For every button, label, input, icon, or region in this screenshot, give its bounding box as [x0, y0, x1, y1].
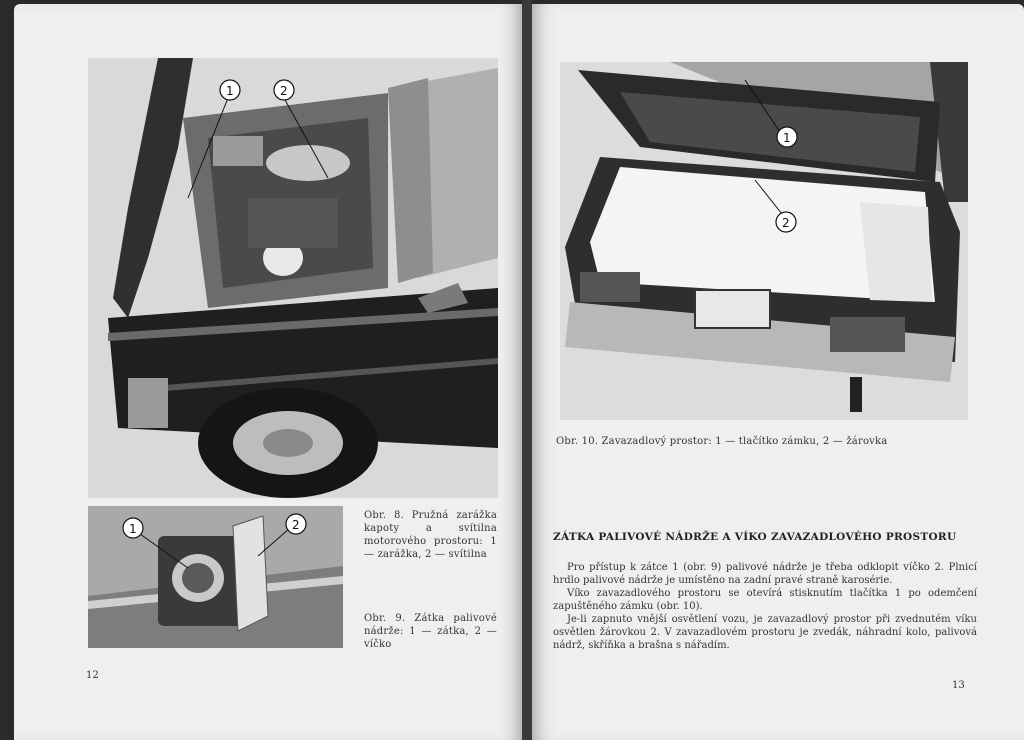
callout-2-label: 2	[292, 518, 300, 532]
callout-1-label: 1	[129, 522, 137, 536]
fuel-cap-photo	[88, 506, 343, 648]
page-number-right: 13	[952, 680, 965, 691]
callout-1-label: 1	[226, 84, 234, 98]
paragraph: Je-li zapnuto vnější osvětlení vozu, je zavazadlový prostor při zvednutém víku osvětlen žárovkou 2. V zavazadlovém prostoru je zvedák, náhradní kolo, palivová nádrž, skříňka a brašna s nářadím.	[553, 614, 977, 651]
callout-2-label: 2	[782, 216, 790, 230]
body-text	[553, 561, 977, 652]
engine-compartment-photo	[88, 58, 498, 498]
section-heading: ZÁTKA PALIVOVÉ NÁDRŽE A VÍKO ZAVAZADLOVÉHO PROSTORU	[553, 531, 957, 543]
page-number-left: 12	[86, 670, 99, 681]
figure-8-caption: Obr. 8. Pružná zarážka kapoty a svítilna motorového prostoru: 1 — zarážka, 2 — svítilna	[364, 510, 497, 560]
paragraph: Víko zavazadlového prostoru se otevírá stisknutím tlačítka 1 po odemčení zapuštěného zámku (obr. 10).	[553, 588, 977, 612]
paragraph: Pro přístup k zátce 1 (obr. 9) palivové nádrže je třeba odklopit víčko 2. Plnicí hrdlo palivové nádrže je umístěno na zadní pravé straně karosérie.	[553, 562, 977, 586]
trunk-photo	[560, 62, 968, 420]
book-gutter	[522, 0, 532, 740]
figure-9-caption: Obr. 9. Zátka palivové nádrže: 1 — zátka, 2 — víčko	[364, 613, 497, 650]
callout-2-label: 2	[280, 84, 288, 98]
callout-1-label: 1	[783, 131, 791, 145]
figure-10-caption: Obr. 10. Zavazadlový prostor: 1 — tlačítko zámku, 2 — žárovka	[556, 436, 888, 447]
